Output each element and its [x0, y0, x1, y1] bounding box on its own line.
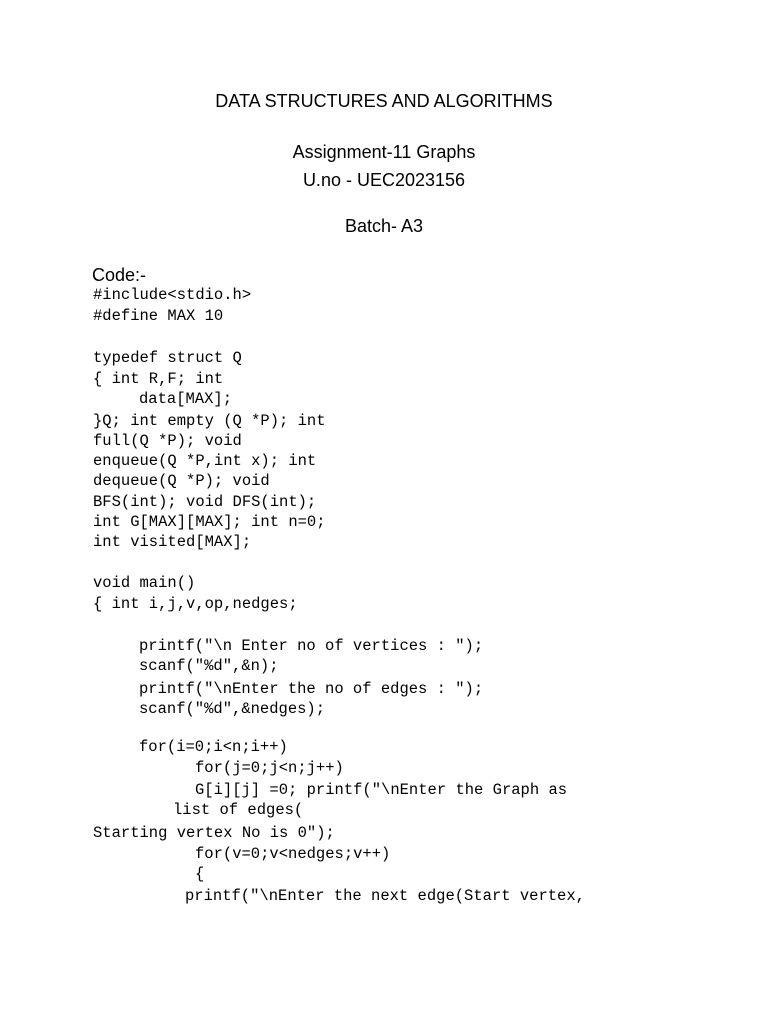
- code-line: for(i=0;i<n;i++): [139, 738, 288, 756]
- code-line: #define MAX 10: [93, 307, 224, 325]
- code-line: { int i,j,v,op,nedges;: [93, 595, 298, 613]
- code-line: enqueue(Q *P,int x); int: [93, 452, 317, 470]
- code-line: printf("\nEnter the next edge(Start vertex,: [185, 887, 585, 905]
- code-line: void main(): [93, 574, 196, 592]
- university-number: U.no - UEC2023156: [302, 170, 466, 190]
- code-line: for(j=0;j<n;j++): [195, 759, 344, 777]
- code-line: { int R,F; int: [93, 370, 224, 388]
- code-line: dequeue(Q *P); void: [93, 472, 270, 490]
- code-line: }Q; int empty (Q *P); int: [93, 412, 326, 430]
- document-title: DATA STRUCTURES AND ALGORITHMS: [215, 91, 553, 111]
- batch-label: Batch- A3: [344, 216, 424, 236]
- code-line: #include<stdio.h>: [93, 286, 252, 304]
- code-line: printf("\nEnter the no of edges : ");: [139, 680, 484, 698]
- code-line: scanf("%d",&n);: [139, 657, 279, 675]
- code-line: int visited[MAX];: [93, 533, 252, 551]
- code-line: Starting vertex No is 0");: [93, 824, 335, 842]
- code-line: BFS(int); void DFS(int);: [93, 493, 317, 511]
- code-line: int G[MAX][MAX]; int n=0;: [93, 513, 326, 531]
- code-heading: Code:-: [92, 265, 147, 285]
- code-line: G[i][j] =0; printf("\nEnter the Graph as: [195, 781, 568, 799]
- code-line: full(Q *P); void: [93, 432, 242, 450]
- code-line: list of edges(: [173, 801, 304, 819]
- code-line: for(v=0;v<nedges;v++): [195, 845, 391, 863]
- code-line: scanf("%d",&nedges);: [139, 700, 326, 718]
- assignment-title: Assignment-11 Graphs: [292, 142, 476, 162]
- code-line: {: [195, 865, 205, 883]
- code-line: typedef struct Q: [93, 349, 242, 367]
- code-line: printf("\n Enter no of vertices : ");: [139, 637, 484, 655]
- code-line: data[MAX];: [139, 390, 233, 408]
